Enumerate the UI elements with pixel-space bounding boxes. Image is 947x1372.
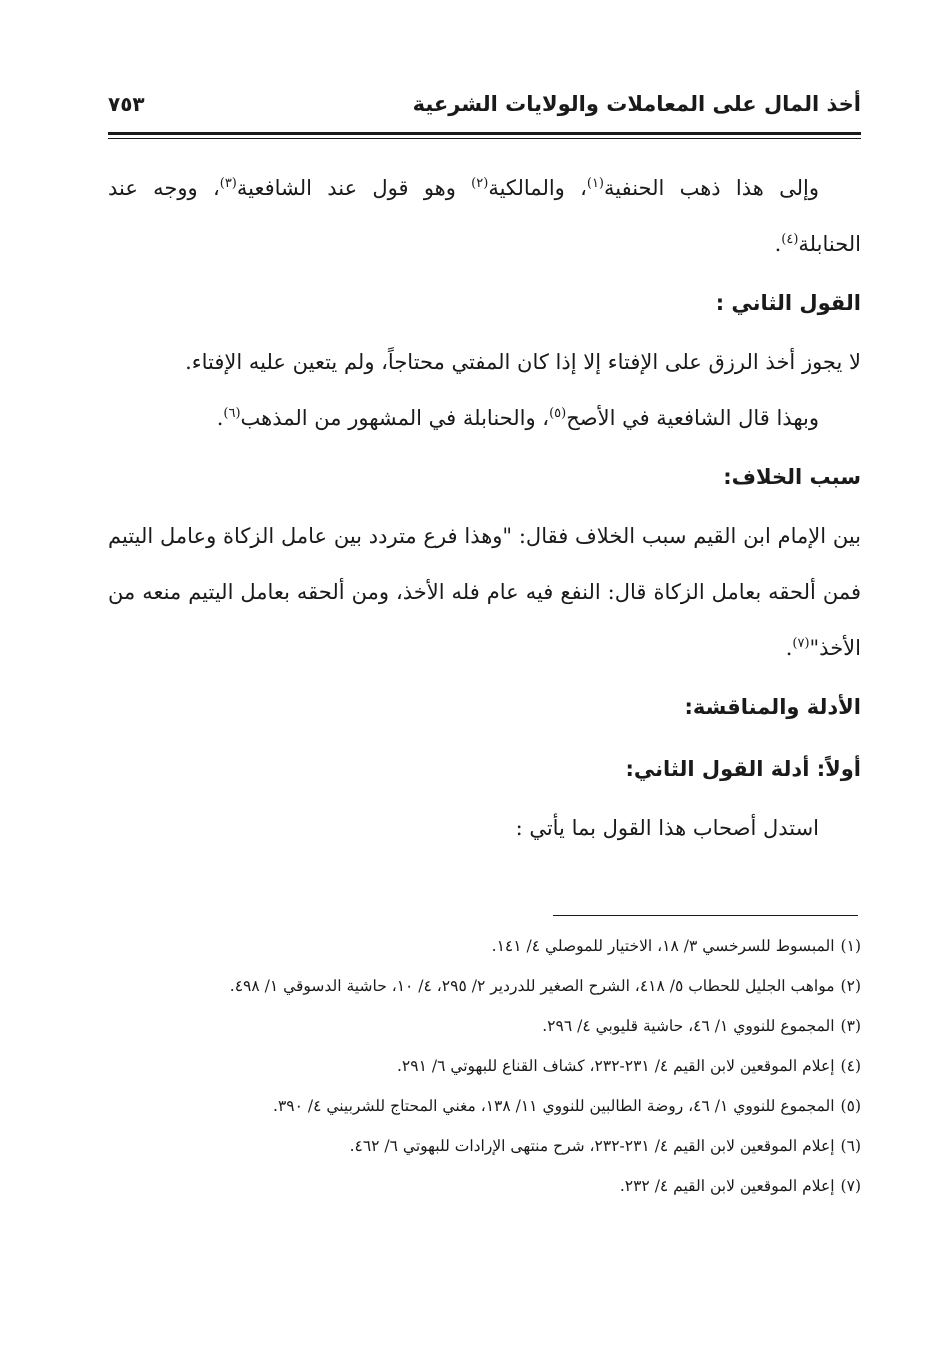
- footnote-6: [108, 1128, 861, 1164]
- text-span: .: [216, 406, 224, 430]
- footnote-1: [108, 928, 861, 964]
- heading-second-opinion: القول الثاني :: [715, 291, 861, 315]
- footnote-text: المبسوط للسرخسي ٣/ ١٨، الاختيار للموصلي ٤/ ١٤١.: [491, 937, 835, 955]
- text-span: .: [785, 636, 793, 660]
- paragraph-second-opinion: لا يجوز أخذ الرزق على الإفتاء إلا إذا كان المفتي محتاجاً، ولم يتعين عليه الإفتاء.: [185, 350, 861, 374]
- footnote-text: إعلام الموقعين لابن القيم ٤/ ٢٣١-٢٣٢، كشاف القناع للبهوتي ٦/ ٢٩١.: [396, 1057, 835, 1075]
- paragraph-evidence-intro: استدل أصحاب هذا القول بما يأتي :: [515, 816, 819, 840]
- text-span: بين الإمام ابن القيم سبب الخلاف فقال: "وهذا فرع متردد بين عامل الزكاة وعامل اليتيم فمن ألحقه بعامل الزكاة قال: النفع فيه عام فله الأخذ، ومن ألحقه بعامل اليتيم منعه من الأخذ": [108, 524, 861, 660]
- paragraph-second-opinion-schools: [108, 390, 861, 446]
- paragraph-cause-of-dispute: [108, 508, 861, 676]
- footnote-number: (٦): [840, 1137, 861, 1155]
- footnote-ref-4[interactable]: (٤): [781, 232, 799, 247]
- footnote-number: (٤): [840, 1057, 861, 1075]
- footnote-separator: [553, 915, 858, 916]
- footnote-ref-1[interactable]: (١): [586, 176, 604, 191]
- footnotes: [108, 928, 861, 1208]
- header-rule-thin: [108, 138, 861, 139]
- footnote-text: المجموع للنووي ١/ ٤٦، حاشية قليوبي ٤/ ٢٩٦.: [542, 1017, 835, 1035]
- footnote-ref-6[interactable]: (٦): [223, 406, 241, 421]
- footnote-4: [108, 1048, 861, 1084]
- page-number: ٧٥٣: [108, 92, 145, 116]
- text-span: ، ووجه عند الحنابلة: [108, 176, 861, 256]
- text-span: .: [774, 232, 782, 256]
- footnote-5: [108, 1088, 861, 1124]
- header-rule: [108, 132, 861, 135]
- running-header: [108, 88, 861, 128]
- heading-first-evidence: أولاً: أدلة القول الثاني:: [625, 757, 861, 781]
- running-title: أخذ المال على المعاملات والولايات الشرعية: [412, 92, 861, 116]
- text-span: وإلى هذا ذهب الحنفية: [604, 176, 819, 200]
- footnote-ref-3[interactable]: (٣): [219, 176, 237, 191]
- footnote-number: (١): [840, 937, 861, 955]
- paragraph-first-opinion-schools: [108, 160, 861, 272]
- heading-evidence: الأدلة والمناقشة:: [684, 695, 861, 719]
- footnote-ref-5[interactable]: (٥): [549, 406, 567, 421]
- footnote-number: (٣): [840, 1017, 861, 1035]
- footnote-2: [108, 968, 861, 1004]
- footnote-number: (٧): [840, 1177, 861, 1195]
- footnote-3: [108, 1008, 861, 1044]
- footnote-text: إعلام الموقعين لابن القيم ٤/ ٢٣١-٢٣٢، شرح منتهى الإرادات للبهوتي ٦/ ٤٦٢.: [349, 1137, 835, 1155]
- text-span: وبهذا قال الشافعية في الأصح: [566, 406, 819, 430]
- footnote-ref-7[interactable]: (٧): [792, 636, 810, 651]
- main-text: [108, 160, 861, 856]
- footnote-text: إعلام الموقعين لابن القيم ٤/ ٢٣٢.: [619, 1177, 835, 1195]
- footnote-number: (٢): [840, 977, 861, 995]
- footnote-number: (٥): [840, 1097, 861, 1115]
- footnote-7: [108, 1168, 861, 1204]
- footnote-text: المجموع للنووي ١/ ٤٦، روضة الطالبين للنووي ١١/ ١٣٨، مغني المحتاج للشربيني ٤/ ٣٩٠.: [273, 1097, 835, 1115]
- text-span: وهو قول عند الشافعية: [236, 176, 472, 200]
- footnote-text: مواهب الجليل للحطاب ٥/ ٤١٨، الشرح الصغير للدردير ٢/ ٢٩٥، ٤/ ١٠، حاشية الدسوقي ١/ ٤٩٨.: [229, 977, 835, 995]
- heading-cause-of-dispute: سبب الخلاف:: [723, 465, 861, 489]
- text-span: ، والحنابلة في المشهور من المذهب: [240, 406, 550, 430]
- text-span: ، والمالكية: [488, 176, 587, 200]
- footnote-ref-2[interactable]: (٢): [471, 176, 489, 191]
